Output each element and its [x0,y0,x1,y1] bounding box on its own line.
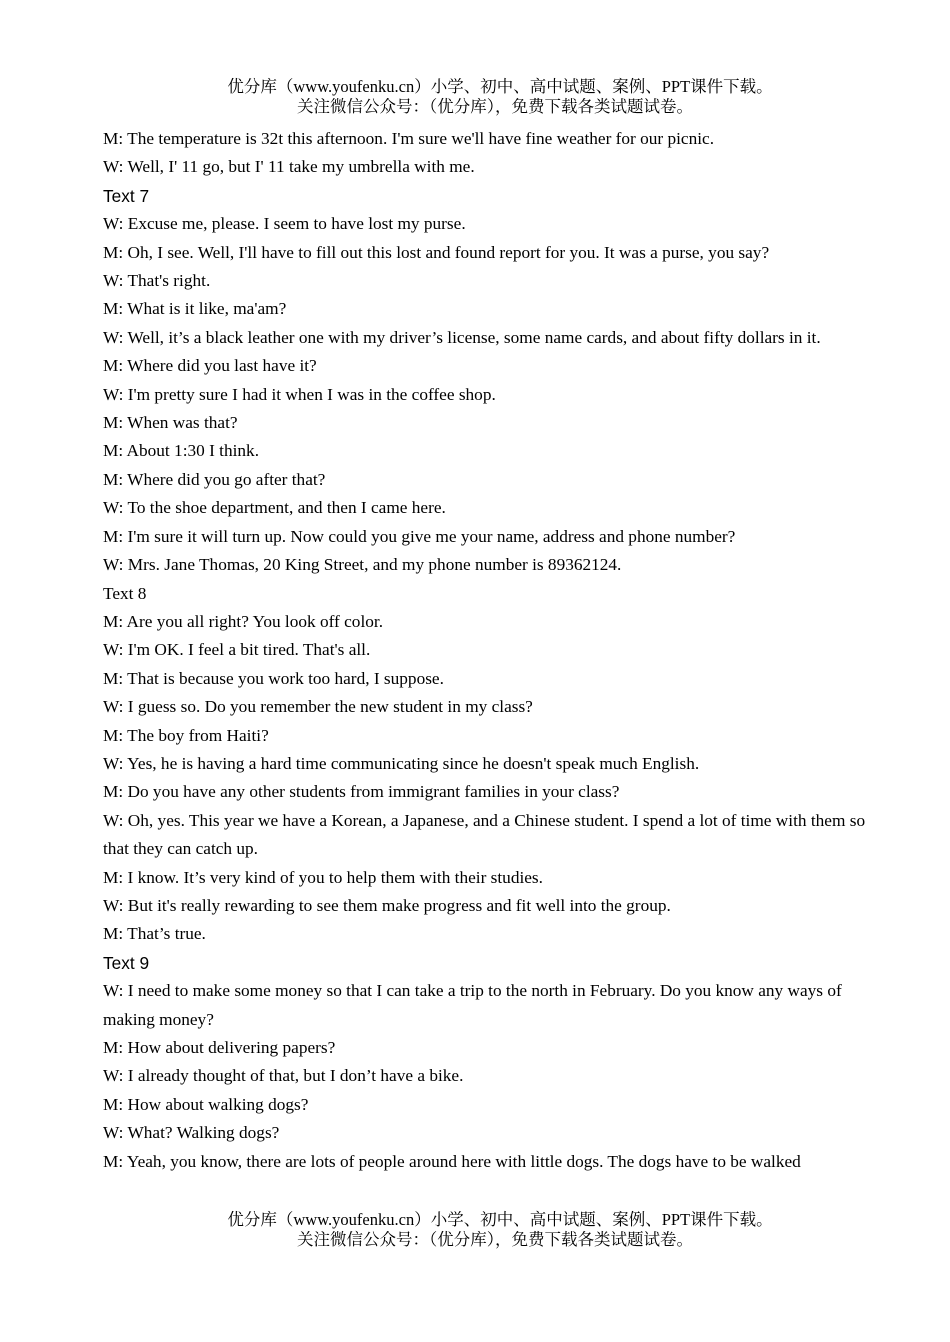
dialogue-line: W: I guess so. Do you remember the new student in my class? [103,697,533,717]
dialogue-line: W: I'm OK. I feel a bit tired. That's all. [103,640,371,660]
dialogue-line: W: That's right. [103,271,211,291]
dialogue-line: M: The temperature is 32t this afternoon. I'm sure we'll have fine weather for our picnic. [103,129,715,148]
footer-line-1: 优分库（www.youfenku.cn）小学、初中、高中试题、案例、PPT课件下载。 [227,1210,773,1229]
dialogue-line: M: That is because you work too hard, I suppose. [103,668,444,688]
section-heading-text-9: Text 9 [103,952,150,973]
section-heading-text-7: Text 7 [103,185,150,206]
dialogue-line: M: Where did you last have it? [103,356,317,376]
dialogue-line: W: To the shoe department, and then I came here. [103,498,446,518]
section-heading-text-8: Text 8 [103,583,147,603]
dialogue-line: W: Well, I' 11 go, but I' 11 take my umbrella with me. [103,157,475,177]
dialogue-line: W: I'm pretty sure I had it when I was in the coffee shop. [103,384,496,404]
header-line-1: 优分库（www.youfenku.cn）小学、初中、高中试题、案例、PPT课件下载。 [227,77,773,96]
dialogue-line: M: Are you all right? You look off color. [103,611,384,631]
dialogue-line: M: That’s true. [103,924,206,944]
footer-line-2: 关注微信公众号：（优分库），免费下载各类试题试卷。 [297,1230,693,1249]
header-line-2: 关注微信公众号：（优分库），免费下载各类试题试卷。 [297,97,693,116]
dialogue-line: M: Do you have any other students from immigrant families in your class? [103,782,620,802]
dialogue-line: M: Oh, I see. Well, I'll have to fill out this lost and found report for you. It was a purse, you say? [103,242,770,262]
dialogue-line: M: How about delivering papers? [103,1038,336,1057]
dialogue-line: M: When was that? [103,413,238,433]
dialogue-line: W: Yes, he is having a hard time communicating since he doesn't speak much English. [103,753,700,773]
page-footer [0,1210,950,1250]
dialogue-line: W: Well, it’s a black leather one with my driver’s license, some name cards, and about fifty dollars in it. [103,327,821,347]
dialogue-line: M: Where did you go after that? [103,469,326,489]
dialogue-line: M: The boy from Haiti? [103,725,269,745]
dialogue-line: M: I'm sure it will turn up. Now could you give me your name, address and phone number? [103,526,736,546]
dialogue-line: W: I already thought of that, but I don’t have a bike. [103,1066,464,1086]
dialogue-line: W: But it's really rewarding to see them make progress and fit well into the group. [103,895,671,915]
dialogue-line: M: What is it like, ma'am? [103,299,287,319]
page-header [0,77,950,117]
dialogue-line: M: About 1:30 I think. [103,441,260,461]
dialogue-line: W: Mrs. Jane Thomas, 20 King Street, and my phone number is 89362124. [103,555,622,575]
dialogue-line: W: I need to make some money so that I can take a trip to the north in February. Do you know any ways of making money? [103,981,842,1029]
dialogue-line: W: Excuse me, please. I seem to have lost my purse. [103,214,466,234]
dialogue-line: M: Yeah, you know, there are lots of people around here with little dogs. The dogs have to be walked [103,1151,801,1171]
dialogue-line: W: What? Walking dogs? [103,1123,280,1143]
document-body [103,125,883,1176]
dialogue-line: W: Oh, yes. This year we have a Korean, a Japanese, and a Chinese student. I spend a lot of time with them so that they can catch up. [103,810,866,859]
dialogue-line: M: How about walking dogs? [103,1094,309,1114]
dialogue-line: M: I know. It’s very kind of you to help them with their studies. [103,867,543,887]
